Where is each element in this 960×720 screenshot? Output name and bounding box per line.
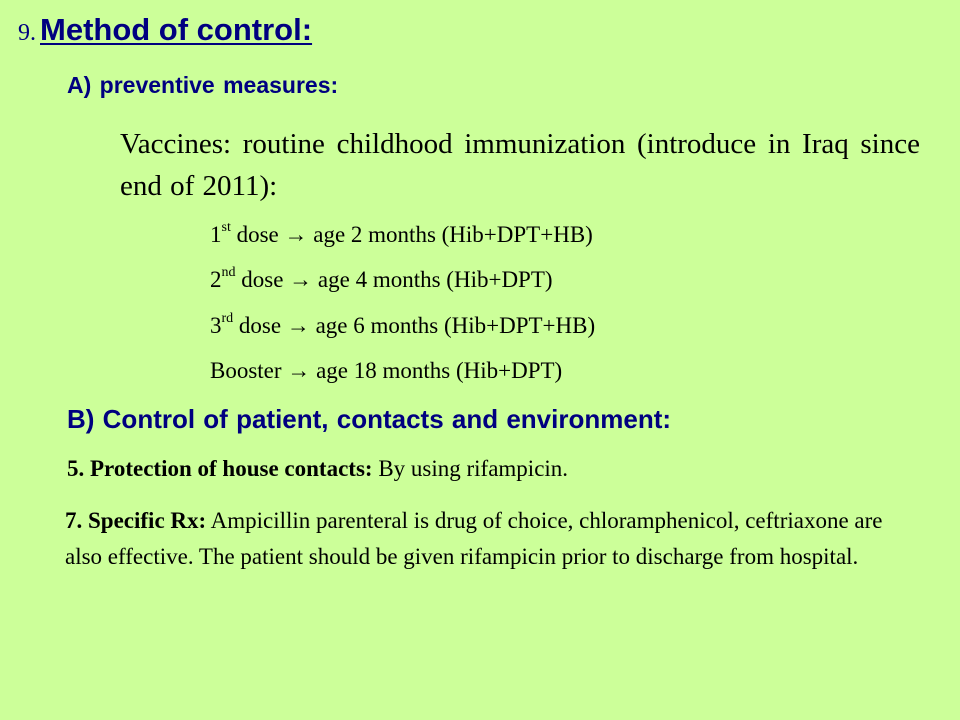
- item-specific-rx: [65, 503, 925, 575]
- item-house-contacts: [67, 456, 568, 482]
- title-text: Method of control:: [40, 12, 313, 47]
- item-label: 7. Specific Rx:: [65, 508, 207, 533]
- dose-text: dose → age 2 months (Hib+DPT+HB): [230, 222, 593, 247]
- heading-control-of-patient: B) Control of patient, contacts and environment:: [67, 404, 672, 434]
- dose-ordinal-suffix: nd: [221, 265, 236, 281]
- dose-ordinal: 3: [210, 313, 222, 338]
- section-number: 9.: [18, 20, 36, 46]
- dose-line-2: [210, 267, 553, 293]
- item-label: 5. Protection of house contacts:: [67, 456, 373, 481]
- item-text: By using rifampicin.: [372, 456, 569, 481]
- dose-text: dose → age 6 months (Hib+DPT+HB): [233, 313, 596, 338]
- slide-title: [18, 12, 312, 48]
- dose-line-3: [210, 313, 595, 339]
- dose-line-booster: [210, 358, 562, 384]
- heading-preventive-measures: A) preventive measures:: [67, 72, 339, 98]
- dose-ordinal: 1: [210, 222, 222, 247]
- dose-text: → age 18 months (Hib+DPT): [281, 358, 563, 383]
- dose-text: dose → age 4 months (Hib+DPT): [235, 267, 553, 292]
- item-text: Ampicillin parenteral is drug of choice, chloramphenicol, ceftriaxone are also effective. The patient should be given rifampicin prior to discharge from hospital.: [65, 508, 883, 569]
- vaccines-paragraph: Vaccines: routine childhood immunization (introduce in Iraq since end of 2011):: [120, 128, 920, 202]
- dose-ordinal-suffix: st: [221, 220, 231, 236]
- dose-ordinal: Booster: [210, 358, 282, 383]
- dose-ordinal-suffix: rd: [221, 311, 234, 327]
- dose-ordinal: 2: [210, 267, 222, 292]
- dose-line-1: [210, 222, 593, 248]
